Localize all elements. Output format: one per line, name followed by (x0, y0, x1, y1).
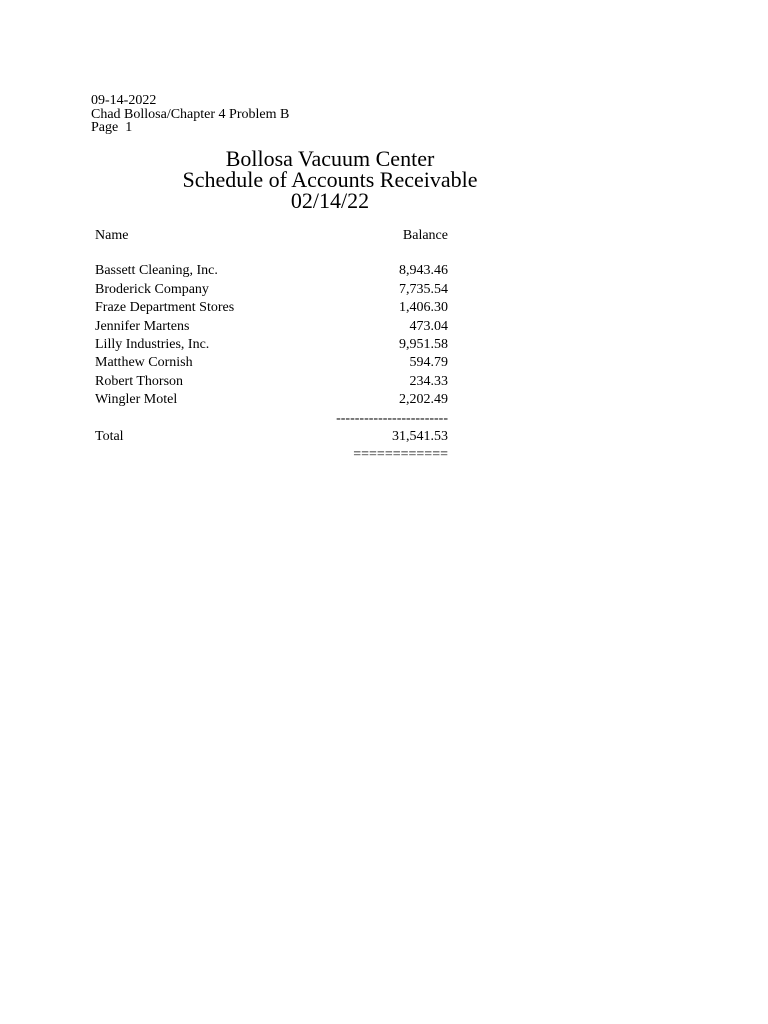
account-balance: 7,735.54 (399, 281, 448, 297)
account-name: Broderick Company (95, 281, 209, 297)
account-name: Bassett Cleaning, Inc. (95, 263, 218, 279)
table-row (95, 354, 448, 372)
account-name: Wingler Motel (95, 392, 178, 408)
total-label: Total (95, 428, 124, 444)
table-row (95, 281, 448, 299)
account-balance: 234.33 (409, 373, 448, 389)
table-row (95, 299, 448, 317)
subtotal-rule: ------------------------ (336, 410, 448, 426)
total-value: 31,541.53 (392, 428, 448, 444)
account-balance: 1,406.30 (399, 300, 448, 316)
account-name: Matthew Cornish (95, 355, 193, 371)
column-header-name: Name (95, 228, 129, 243)
report-header (91, 94, 289, 135)
account-balance: 9,951.58 (399, 336, 448, 352)
page-number: Page 1 (91, 120, 133, 135)
table-row (95, 336, 448, 354)
author-line: Chad Bollosa/Chapter 4 Problem B (91, 106, 290, 122)
column-header-balance: Balance (402, 228, 448, 243)
account-name: Lilly Industries, Inc. (95, 336, 210, 352)
account-balance: 473.04 (409, 318, 448, 334)
table-row (95, 318, 448, 336)
double-rule: ============ (353, 446, 448, 462)
account-balance: 2,202.49 (399, 392, 448, 408)
report-title (0, 148, 660, 211)
account-name: Fraze Department Stores (95, 300, 235, 316)
account-balance: 8,943.46 (399, 263, 448, 279)
accounts-table (95, 227, 448, 464)
total-row (95, 428, 448, 446)
table-row (95, 373, 448, 391)
column-headers (95, 227, 448, 245)
company-name: Bollosa Vacuum Center (225, 146, 435, 171)
account-balance: 594.79 (409, 355, 448, 371)
report-name: Schedule of Accounts Receivable (182, 167, 478, 192)
print-date: 09-14-2022 (91, 93, 157, 108)
report-date: 02/14/22 (290, 188, 370, 213)
table-row (95, 262, 448, 280)
account-name: Robert Thorson (95, 373, 184, 389)
table-row (95, 391, 448, 409)
account-name: Jennifer Martens (95, 318, 190, 334)
